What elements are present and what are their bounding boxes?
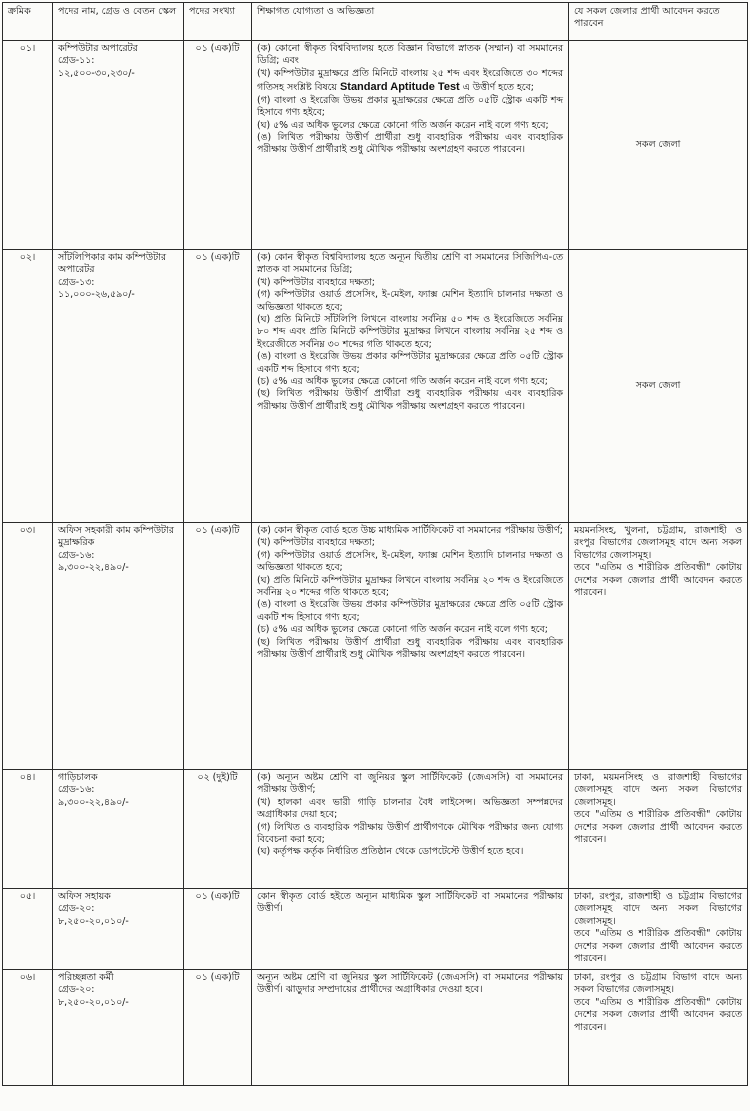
qualification-item: কোন স্বীকৃত বোর্ড হইতে অন্যূন মাধ্যমিক স্কুল সার্টিফিকেট বা সমমানের পরীক্ষায় উত্তীর্ণ। <box>257 891 563 915</box>
post-name: গাড়িচালক <box>58 772 98 783</box>
qualification-item: (খ) হালকা এবং ভারী গাড়ি চালনার বৈধ লাইসেন্স। অভিজ্ঞতা সম্পন্নদের অগ্রাধিকার দেয়া হবে; <box>257 796 563 821</box>
qualification-item: (ঙ) লিখিত পরীক্ষায় উত্তীর্ণ প্রার্থীরা শুধু ব্যবহারিক পরীক্ষায় এবং ব্যবহারিক পরীক্ষায় উত্তীর্ণ প্রার্থীরাই শুধু মৌখিক পরীক্ষায় অংশগ্রহণ করতে পারবেন। <box>257 131 563 156</box>
post-name: সাঁটলিপিকার কাম কম্পিউটার অপারেটর <box>58 252 166 276</box>
post-cell <box>53 250 184 523</box>
serial-cell: ০৫। <box>3 889 53 970</box>
post-name: অফিস সহায়ক <box>58 891 111 902</box>
header-qualification: শিক্ষাগত যোগ্যতা ও অভিজ্ঞতা <box>252 3 569 41</box>
table-row <box>3 889 748 970</box>
qualification-item: (গ) কম্পিউটার ওয়ার্ড প্রসেসিং, ই-মেইল, ফ্যাক্স মেশিন ইত্যাদি চালনার দক্ষতা ও অভিজ্ঞতা থাকতে হবে; <box>257 549 563 574</box>
post-grade: গ্রেড-১৬: <box>58 784 95 796</box>
serial-cell: ০২। <box>3 250 53 523</box>
qualification-item: (চ) ৫% এর অধিক ভুলের ক্ষেত্রে কোনো গতি অর্জন করেন নাই বলে গণ্য হবে; <box>257 376 548 388</box>
district-line: তবে "এতিম ও শারীরিক প্রতিবন্ধী" কোটায় দেশের সকল জেলার প্রার্থী আবেদন করতে পারবেন। <box>574 809 742 846</box>
qualification-item: (গ) লিখিত ও ব্যবহারিক পরীক্ষায় উত্তীর্ণ প্রার্থীগণকে মৌখিক পরীক্ষার জন্য যোগ্য বিবেচনা করা হবে; <box>257 821 563 846</box>
district-line: ঢাকা, ময়মনসিংহ ও রাজশাহী বিভাগের জেলাসমূহ বাদে অন্য সকল বিভাগের জেলাসমূহ। <box>574 772 742 808</box>
district-line: ঢাকা, রংপুর, রাজশাহী ও চট্টগ্রাম বিভাগের জেলাসমূহ বাদে অন্য সকল বিভাগের জেলাসমূহ। <box>574 891 742 927</box>
districts-cell <box>569 770 748 889</box>
district-line: তবে "এতিম ও শারীরিক প্রতিবন্ধী" কোটায় দেশের সকল জেলার প্রার্থী আবেদন করতে পারবেন। <box>574 928 742 965</box>
pay-scale: ৮,২৫০-২০,০১০/- <box>58 996 129 1008</box>
post-name: পরিচ্ছন্নতা কর্মী <box>58 972 114 983</box>
header-serial: ক্রমিক <box>3 3 53 41</box>
pay-scale: ৮,২৫০-২০,০১০/- <box>58 915 129 927</box>
qualification-item: (ঘ) কর্তৃপক্ষ কর্তৃক নির্ধারিত প্রতিষ্ঠান থেকে ডোপটেস্টে উত্তীর্ণ হতে হবে। <box>257 846 524 858</box>
district-line: তবে "এতিম ও শারীরিক প্রতিবন্ধী" কোটায় দেশের সকল জেলার প্রার্থী আবেদন করতে পারবেন। <box>574 996 742 1033</box>
serial-cell: ০৬। <box>3 970 53 1086</box>
post-count-cell: ০২ (দুই)টি <box>184 770 252 889</box>
qualification-item: (খ) কম্পিউটার মুদ্রাক্ষরে প্রতি মিনিটে বাংলায় ২৫ শব্দ এবং ইংরেজিতে ৩০ শব্দের গতিসহ সংশ্লিষ্ট বিষয়ে Standard Aptitude Test এ উত্তীর্ণ হতে হবে; <box>257 67 563 94</box>
qualification-cell <box>252 889 569 970</box>
qualification-cell <box>252 970 569 1086</box>
qualification-item: (ঘ) প্রতি মিনিটে কম্পিউটার মুদ্রাক্ষর লিখনে বাংলায় সর্বনিম্ন ২০ শব্দ ও ইংরেজিতে সর্বনিম্ন ২০ শব্দের গতি থাকতে হবে; <box>257 574 563 599</box>
district-line: তবে "এতিম ও শারীরিক প্রতিবন্ধী" কোটায় দেশের সকল জেলার প্রার্থী আবেদন করতে পারবেন। <box>574 562 742 599</box>
post-grade: গ্রেড-২০: <box>58 984 95 996</box>
header-count: পদের সংখ্যা <box>184 3 252 41</box>
post-cell <box>53 889 184 970</box>
qualification-item: (ক) কোনো স্বীকৃত বিশ্ববিদ্যালয় হতে বিজ্ঞান বিভাগে স্নাতক (সম্মান) বা সমমানের ডিগ্রি; এবং <box>257 43 563 67</box>
header-row <box>3 3 748 41</box>
districts-cell <box>569 889 748 970</box>
post-grade: গ্রেড-১১: <box>58 55 95 67</box>
post-grade: গ্রেড-১৩: <box>58 276 95 288</box>
qualification-item: (গ) বাংলা ও ইংরেজি উভয় প্রকার মুদ্রাক্ষরের ক্ষেত্রে প্রতি ০৫টি স্ট্রোক একটি শব্দ হিসাবে গণ্য হইবে; <box>257 94 563 119</box>
qualification-item: (ক) অন্যূন অষ্টম শ্রেণি বা জুনিয়র স্কুল সার্টিফিকেট (জেএসসি) বা সমমানের পরীক্ষায় উত্তীর্ণ; <box>257 772 563 796</box>
post-count-cell: ০১ (এক)টি <box>184 970 252 1086</box>
pay-scale: ৯,৩০০-২২,৪৯০/- <box>58 562 129 574</box>
post-grade: গ্রেড-২০: <box>58 903 95 915</box>
header-post: পদের নাম, গ্রেড ও বেতন স্কেল <box>53 3 184 41</box>
post-cell <box>53 770 184 889</box>
qualification-cell <box>252 250 569 523</box>
qualification-item: (ঘ) প্রতি মিনিটে সাঁটলিপি লিখনে বাংলায় সর্বনিম্ন ৫০ শব্দ ও ইংরেজিতে সর্বনিম্ন ৮০ শব্দ এবং প্রতি মিনিটে কম্পিউটার মুদ্রাক্ষর লিখনে বাংলায় সর্বনিম্ন ২৫ শব্দ ও ইংরেজীতে সর্বনিম্ন ৩০ শব্দের গতি থাকতে হবে; <box>257 314 563 350</box>
district-line: ঢাকা, রংপুর ও চট্টগ্রাম বিভাগ বাদে অন্য সকল বিভাগের জেলাসমূহ। <box>574 972 742 996</box>
qualification-item: (ঙ) বাংলা ও ইংরেজি উভয় প্রকার কম্পিউটার মুদ্রাক্ষরের ক্ষেত্রে প্রতি ০৫টি স্ট্রোক একটি শব্দ হিসাবে গণ্য হবে; <box>257 351 563 375</box>
qualification-item: (ছ) লিখিত পরীক্ষায় উত্তীর্ণ প্রার্থীরা শুধু ব্যবহারিক পরীক্ষায় এবং ব্যবহারিক পরীক্ষায় উত্তীর্ণ প্রার্থীরাই শুধু মৌখিক পরীক্ষায় অংশগ্রহণ করতে পারবেন। <box>257 388 563 412</box>
post-count-cell: ০১ (এক)টি <box>184 523 252 770</box>
district-line: সকল জেলা <box>635 138 681 150</box>
qualification-item: অন্যূন অষ্টম শ্রেণি বা জুনিয়র স্কুল সার্টিফিকেট (জেএসসি) বা সমমানের পরীক্ষায় উত্তীর্ণ। ঝাড়ুদার সম্প্রদায়ের প্রার্থীদের অগ্রাধিকার দেওয়া হবে। <box>257 972 563 996</box>
qualification-cell <box>252 523 569 770</box>
district-line: ময়মনসিংহ, খুলনা, চট্টগ্রাম, রাজশাহী ও রংপুর বিভাগের জেলাসমূহ বাদে অন্য সকল বিভাগের জেলাসমূহ। <box>574 525 742 561</box>
aptitude-test-term: Standard Aptitude Test <box>339 81 460 94</box>
table-row <box>3 770 748 889</box>
qualification-item: (ঘ) ৫% এর অধিক ভুলের ক্ষেত্রে কোনো গতি অর্জন করেন নাই বলে গণ্য হবে; <box>257 119 549 131</box>
pay-scale: ১২,৫০০-৩০,২৩০/- <box>58 67 135 79</box>
post-count-cell: ০১ (এক)টি <box>184 250 252 523</box>
post-count-cell: ০১ (এক)টি <box>184 41 252 250</box>
post-cell <box>53 523 184 770</box>
qualification-cell <box>252 41 569 250</box>
post-cell <box>53 41 184 250</box>
pay-scale: ১১,০০০-২৬,৫৯০/- <box>58 289 135 301</box>
pay-scale: ৯,৩০০-২২,৪৯০/- <box>58 796 129 808</box>
serial-cell: ০৩। <box>3 523 53 770</box>
districts-cell <box>569 250 748 523</box>
districts-cell <box>569 41 748 250</box>
post-count-cell: ০১ (এক)টি <box>184 889 252 970</box>
districts-cell <box>569 523 748 770</box>
post-cell <box>53 970 184 1086</box>
serial-cell: ০১। <box>3 41 53 250</box>
table-row <box>3 523 748 770</box>
table-row <box>3 41 748 250</box>
table-row <box>3 250 748 523</box>
table-body <box>3 41 748 1086</box>
serial-cell: ০৪। <box>3 770 53 889</box>
recruitment-table <box>2 2 748 1086</box>
post-grade: গ্রেড-১৬: <box>58 549 95 561</box>
qualification-item: (খ) কম্পিউটার ব্যবহারে দক্ষতা; <box>257 537 375 549</box>
qualification-item: (ক) কোন স্বীকৃত বিশ্ববিদ্যালয় হতে অন্যূন দ্বিতীয় শ্রেণি বা সমমানের সিজিপিএ-তে স্নাতক বা সমমানের ডিগ্রি; <box>257 252 563 276</box>
post-name: অফিস সহকারী কাম কম্পিউটার মুদ্রাক্ষরিক <box>58 525 174 549</box>
qualification-cell <box>252 770 569 889</box>
district-line: সকল জেলা <box>635 379 681 391</box>
qualification-item: (চ) ৫% এর অধিক ভুলের ক্ষেত্রে কোনো গতি অর্জন করেন নাই বলে গণ্য হবে; <box>257 624 548 636</box>
post-name: কম্পিউটার অপারেটর <box>58 43 138 54</box>
table-row <box>3 970 748 1086</box>
qualification-item: (গ) কম্পিউটার ওয়ার্ড প্রসেসিং, ই-মেইল, ফ্যাক্স মেশিন ইত্যাদি চালনার দক্ষতা ও অভিজ্ঞতা থাকতে হবে; <box>257 289 563 313</box>
qualification-item: (খ) কম্পিউটার ব্যবহারে দক্ষতা; <box>257 276 375 288</box>
qualification-item: (ছ) লিখিত পরীক্ষায় উত্তীর্ণ প্রার্থীরা শুধু ব্যবহারিক পরীক্ষায় এবং ব্যবহারিক পরীক্ষায় উত্তীর্ণ প্রার্থীরাই শুধু মৌখিক পরীক্ষায় অংশগ্রহণ করতে পারবেন। <box>257 636 563 661</box>
header-districts: যে সকল জেলার প্রার্থী আবেদন করতে পারবেন <box>569 3 748 41</box>
qualification-item: (ঙ) বাংলা ও ইংরেজি উভয় প্রকার কম্পিউটার মুদ্রাক্ষরের ক্ষেত্রে প্রতি ০৫টি স্ট্রোক একটি শব্দ হিসাবে গণ্য হবে; <box>257 599 563 623</box>
qualification-item: (ক) কোন স্বীকৃত বোর্ড হতে উচ্চ মাধ্যমিক সার্টিফিকেট বা সমমানের পরীক্ষায় উত্তীর্ণ; <box>257 525 563 536</box>
districts-cell <box>569 970 748 1086</box>
